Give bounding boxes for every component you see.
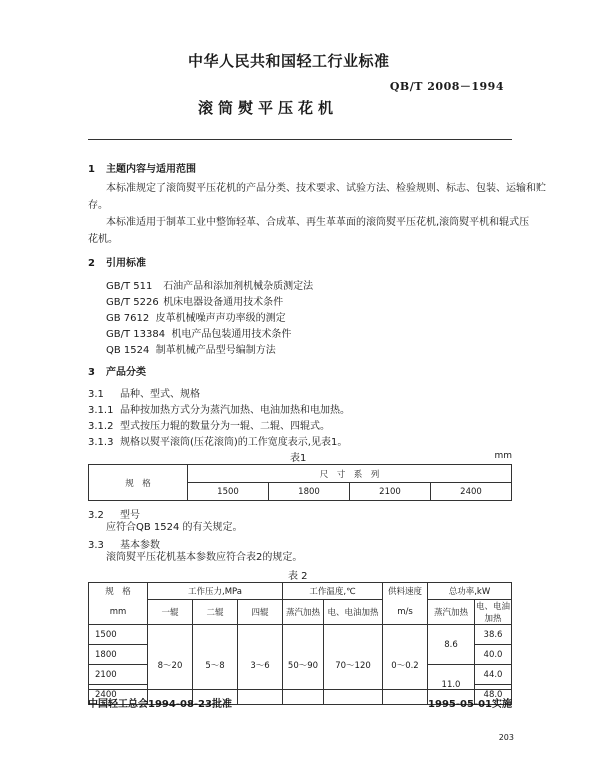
header-temperature: 工作温度,℃	[283, 583, 383, 600]
reference-title: 制革机械产品型号编制方法	[155, 345, 276, 356]
clause-text: 品种、型式、规格	[120, 389, 200, 400]
paragraph: 本标准适用于制革工业中整饰轻革、合成革、再生革革面的滚筒熨平压花机,滚筒熨平机和辊式压	[106, 217, 530, 228]
paragraph: 滚筒熨平压花机基本参数应符合表2的规定。	[106, 552, 303, 563]
clause-3-1-3	[88, 433, 347, 448]
reference-item	[106, 309, 286, 324]
paragraph: 应符合QB 1524 的有关规定。	[106, 522, 243, 533]
table-1-cell: 1800	[269, 483, 350, 501]
header-rule	[88, 139, 512, 140]
section-title: 产品分类	[106, 367, 146, 378]
reference-title: 机电产品包装通用技术条件	[171, 329, 292, 340]
clause-text: 规格以熨平滚筒(压花滚筒)的工作宽度表示,见表1。	[120, 437, 348, 448]
table-1-cell: 2100	[350, 483, 431, 501]
reference-item	[106, 325, 291, 340]
header-one-roll: 一辊	[148, 600, 193, 625]
temp-steam: 50～90	[283, 625, 324, 705]
clause-text: 型式按压力辊的数量分为一辊、二辊、四辊式。	[120, 421, 330, 432]
header-feed-speed-unit: m/s	[383, 600, 428, 625]
reference-code: GB/T 13384	[106, 329, 166, 340]
section-title: 引用标准	[106, 258, 146, 269]
reference-item	[106, 293, 283, 308]
footer-rule	[88, 689, 512, 690]
paragraph-cont: 存。	[88, 200, 108, 211]
spec-cell: 2400	[89, 685, 148, 705]
table-1-row-label: 规 格	[89, 465, 188, 501]
clause-number: 3.1.1	[88, 405, 114, 416]
clause-number: 3.3	[88, 540, 104, 551]
table-1-group-header: 尺 寸 系 列	[188, 465, 512, 483]
section-3-heading	[88, 363, 146, 378]
clause-number: 3.1.2	[88, 421, 114, 432]
reference-title: 皮革机械噪声声功率级的测定	[155, 313, 286, 324]
header-four-roll: 四辊	[238, 600, 283, 625]
reference-code: GB/T 5226	[106, 297, 159, 308]
header-feed-speed: 供料速度	[383, 583, 428, 600]
header-spec: 规 格	[89, 583, 148, 600]
approval-date: 中国轻工总会1994-08-23批准	[88, 699, 232, 710]
power-electric: 44.0	[475, 665, 512, 685]
reference-code: GB/T 511	[106, 281, 153, 292]
power-electric: 48.0	[475, 685, 512, 705]
clause-number: 3.1.3	[88, 437, 114, 448]
header-two-roll: 二辊	[193, 600, 238, 625]
table-1-caption: 表1	[290, 453, 307, 464]
reference-code: GB 7612	[106, 313, 150, 324]
reference-title: 石油产品和添加剂机械杂质测定法	[163, 281, 314, 292]
table-2-caption: 表 2	[288, 571, 308, 582]
power-electric: 40.0	[475, 645, 512, 665]
section-title: 主题内容与适用范围	[106, 164, 196, 175]
power-steam: 11.0	[428, 665, 475, 705]
table-1	[88, 464, 512, 501]
section-number: 2	[88, 258, 95, 269]
clause-text: 品种按加热方式分为蒸汽加热、电油加热和电加热。	[120, 405, 350, 416]
pressure-one-roll: 8～20	[148, 625, 193, 705]
header-temp-electric: 电、电油加热	[324, 600, 383, 625]
paragraph-cont: 花机。	[88, 234, 118, 245]
spec-cell: 1800	[89, 645, 148, 665]
clause-number: 3.1	[88, 389, 104, 400]
section-number: 1	[88, 164, 95, 175]
pressure-two-roll: 5～8	[193, 625, 238, 705]
clause-text: 型号	[120, 510, 140, 521]
clause-3-1-2	[88, 417, 330, 432]
header-power-steam: 蒸汽加热	[428, 600, 475, 625]
pressure-four-roll: 3～6	[238, 625, 283, 705]
header-temp-steam: 蒸汽加热	[283, 600, 324, 625]
table-1-unit: mm	[494, 451, 512, 461]
org-title: 中华人民共和国轻工行业标准	[188, 52, 390, 70]
reference-code: QB 1524	[106, 345, 150, 356]
document-title: 滚筒熨平压花机	[198, 99, 339, 117]
header-pressure: 工作压力,MPa	[148, 583, 283, 600]
header-total-power: 总功率,kW	[428, 583, 512, 600]
standard-code: QB/T 2008－1994	[389, 80, 504, 93]
clause-3-1	[88, 385, 200, 400]
table-2	[88, 582, 512, 705]
clause-number: 3.2	[88, 510, 104, 521]
reference-item	[106, 341, 276, 356]
paragraph: 本标准规定了滚筒熨平压花机的产品分类、技术要求、试验方法、检验规则、标志、包装、运输和贮	[106, 183, 546, 194]
power-steam: 8.6	[428, 625, 475, 665]
effective-date: 1995-05-01实施	[428, 699, 512, 710]
header-spec-unit: mm	[89, 600, 148, 625]
header-power-electric: 电、电油加热	[475, 600, 512, 625]
power-electric: 38.6	[475, 625, 512, 645]
page-number: 203	[498, 733, 514, 742]
section-2-heading	[88, 254, 146, 269]
clause-text: 基本参数	[120, 540, 160, 551]
section-number: 3	[88, 367, 95, 378]
reference-title: 机床电器设备通用技术条件	[163, 297, 284, 308]
section-1-heading	[88, 160, 196, 175]
spec-cell: 1500	[89, 625, 148, 645]
clause-3-1-1	[88, 401, 350, 416]
table-1-cell: 1500	[188, 483, 269, 501]
table-1-cell: 2400	[431, 483, 512, 501]
reference-item	[106, 277, 313, 292]
temp-electric: 70～120	[324, 625, 383, 705]
spec-cell: 2100	[89, 665, 148, 685]
feed-speed: 0～0.2	[383, 625, 428, 705]
